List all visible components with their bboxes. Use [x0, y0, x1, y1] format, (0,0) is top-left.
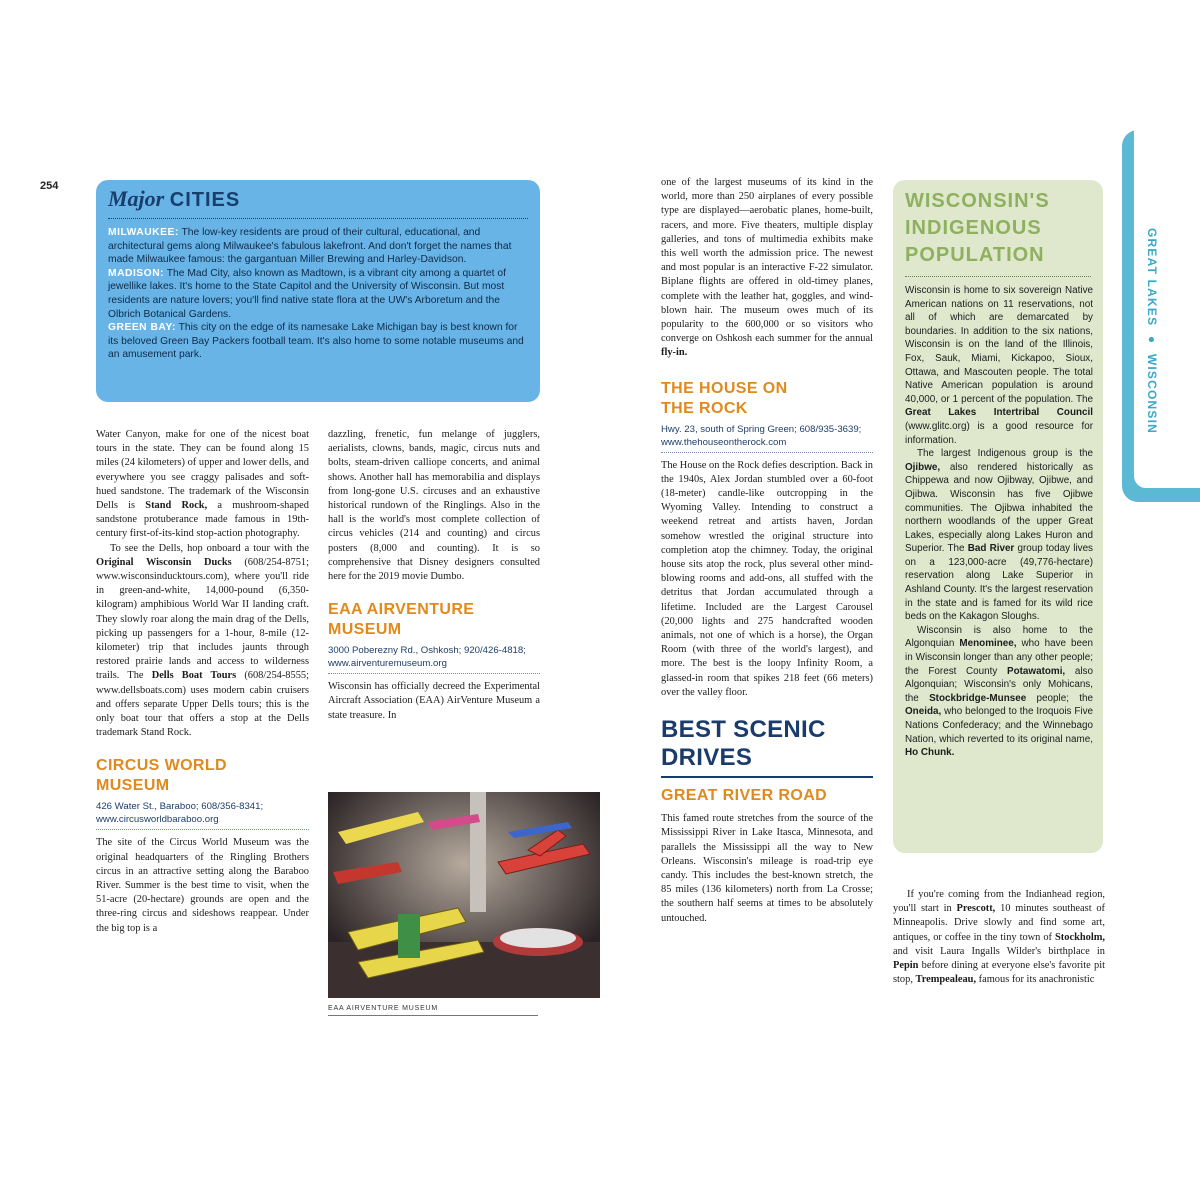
city-name: MADISON:: [108, 267, 165, 279]
text-span: who have been in Wisconsin longer than any other people; the Forest County: [905, 638, 1093, 677]
bold-term: Stockholm,: [1055, 931, 1105, 943]
indigenous-population-sidebar: [893, 180, 1103, 853]
column-1: [96, 428, 309, 936]
city-text: The Mad City, also known as Madtown, is a vibrant city among a quartet of jewellike lakes. It's home to the State Capitol and the University of Wisconsin. But most residents are nature lovers; you'll find native state flora at the UW's Arboretum and the Olbrich Botanical Gardens.: [108, 267, 506, 320]
column-4-bottom: [893, 888, 1105, 987]
circus-world-text: [96, 836, 309, 935]
bold-term: Pepin: [893, 960, 919, 972]
bold-term: Prescott,: [956, 903, 996, 915]
thumb-separator: ●: [1145, 335, 1159, 345]
paragraph: [905, 624, 1093, 760]
house-on-rock-text: [661, 459, 873, 700]
text-span: Water Canyon, make for one of the nicest boat tours in the state. They can be found along 15 miles (24 kilometers) of upper and lower dells, and everywhere you see craggy palisades and soft-hued sandstone. The trademark of the Wisconsin Dells is: [96, 429, 309, 512]
paragraph: Wisconsin has officially decreed the Experimental Aircraft Association (EAA) AirVenture Museum a state treasure. In: [328, 681, 540, 721]
photo-caption: EAA AIRVENTURE MUSEUM: [328, 1005, 538, 1016]
major-cities-sidebar: [96, 180, 540, 402]
house-on-rock-address: Hwy. 23, south of Spring Green; 608/935-3639; www.thehouseontherock.com: [661, 423, 873, 453]
paragraph: [905, 447, 1093, 624]
text-span: Wisconsin is also home to the Algonquian: [905, 624, 1093, 650]
thumb-state: WISCONSIN: [1145, 353, 1159, 435]
chapter-thumb-label: [1141, 228, 1159, 435]
best-scenic-drives-heading: BEST SCENIC DRIVES: [661, 716, 873, 778]
text-span: who belonged to the Iroquois Five Nations Confederacy; and the Winnebago Nation, which reverted to its original name,: [905, 706, 1093, 745]
bold-term: Bad River: [967, 543, 1015, 555]
eaa-text: [328, 680, 540, 723]
city-entry: [108, 321, 528, 362]
eaa-museum-photo: [328, 792, 600, 998]
text-span: and visit Laura Ingalls Wilder's birthplace in: [893, 945, 1105, 957]
text-span: famous for its anachronistic: [978, 974, 1095, 986]
chapter-thumb-tab: [1122, 130, 1200, 502]
bold-term: Ho Chunk.: [905, 747, 955, 759]
paragraph: The House on the Rock defies description. Back in the 1940s, Alex Jordan stumbled over a 60-foot (18-meter) candle-like outcropping in the Wyoming Valley. Intending to construct a weekend retreat and artists haven, Jordan somehow wrestled the original structure into completion atop the chimney. Today, the original house sits atop the rock, plus several other mind-blowing rooms and add-ons, all stuffed with the detritus that Jordan accumulated through a lifetime. Included are the Largest Carousel (20,000 lights and 275 handcrafted wooden animals, not one of which is a horse), the Organ Room (with three of the world's largest), and more. The best is the loopy Infinity Room, a glassed-in room that spikes 218 feet (66 meters) over the valley floor.: [661, 459, 873, 698]
eaa-heading: EAA AIRVENTURE MUSEUM: [328, 601, 475, 639]
text-span: before dining at everyone else's favorite pit stop,: [893, 960, 1105, 986]
bold-term: Great Lakes Intertribal Council: [905, 407, 1093, 419]
city-name: GREEN BAY:: [108, 322, 176, 334]
major-cities-rule: [108, 218, 528, 219]
bold-term: Trempealeau,: [915, 974, 977, 986]
bold-term: Oneida,: [905, 706, 942, 718]
major-cities-body: [108, 226, 528, 362]
bold-term: Menominee,: [959, 638, 1017, 650]
paragraph: [96, 542, 309, 741]
city-name: MILWAUKEE:: [108, 227, 179, 238]
text-span: also Algonquian; Wisconsin's only Mohicans, the: [905, 665, 1093, 704]
circus-world-address: 426 Water St., Baraboo; 608/356-8341; www.circusworldbaraboo.org: [96, 800, 309, 830]
museum-photo-illustration: [328, 792, 600, 998]
great-river-road-heading: GREAT RIVER ROAD: [661, 787, 828, 805]
great-river-road-text: [661, 812, 873, 926]
bold-term: Stockbridge-Munsee: [929, 692, 1027, 704]
bold-term: Ojibwe,: [905, 461, 941, 473]
house-on-rock-heading: THE HOUSE ON THE ROCK: [661, 379, 788, 417]
text-span: (608/254-8751; www.wisconsinducktours.com), where you'll ride in green-and-white, 14,000-pound (6,350-kilogram) amphibious World War II landing craft. They slowly roar along the main drag of the Dells, picking up passengers for a 1-hour, 8-mile (12-kilometer) trip that includes jaunts through restored prairie lands and access to wilderness trails. The: [96, 556, 309, 682]
paragraph: This famed route stretches from the source of the Mississippi River in Lake Itasca, Minnesota, and parallels the Mississippi all the way to New Orleans. Wisconsin's mileage is road-trip eye candy. This includes the best-known stretch, the 85 miles (136 kilometers) north from La Crosse; the southern half seems at times to be absolutely untouched.: [661, 813, 873, 924]
text-span: people; the: [1036, 692, 1094, 704]
indigenous-rule: [905, 276, 1091, 277]
column-3-text: [661, 176, 873, 361]
circus-world-heading: CIRCUS WORLD MUSEUM: [96, 757, 228, 795]
major-cities-title-script: Major: [108, 186, 165, 211]
text-span: 10 minutes southeast of Minneapolis. Drive slowly and find some art, antiques, or coffee in the tiny town of: [893, 903, 1105, 943]
major-cities-title: [108, 186, 240, 212]
text-span: (www.glitc.org) is a good resource for information.: [905, 420, 1093, 446]
column-2: [328, 428, 540, 723]
city-text: The low-key residents are proud of their cultural, educational, and architectural gems along Milwaukee's fabulous lakefront. And don't forget the names that made Milwaukee famous: the gargantuan Miller Brewing and Harley-Davidson.: [108, 227, 512, 266]
paragraph: [661, 176, 873, 361]
city-entry: [108, 267, 528, 321]
paragraph: [96, 428, 309, 542]
bold-term: Original Wisconsin Ducks: [96, 556, 232, 568]
bold-term: Potawatomi,: [1007, 665, 1066, 677]
indigenous-body: [905, 284, 1093, 760]
text-span: To see the Dells, hop onboard a tour with the: [110, 542, 309, 554]
city-entry: [108, 226, 528, 267]
paragraph: dazzling, frenetic, fun melange of jugglers, aerialists, clowns, bands, magic, circus nuts and bolts, steam-driven calliope concerts, and animal shows. Another hall has memorabilia and displays from long-gone U.S. circuses and an exhaustive historical rundown of the Ringlings. Also in the hall is the world's most complete collection of circus vehicles (214 and counting) and circus posters (8,000 and counting). It is so comprehensive that Disney designers consulted here for the 2019 movie Dumbo.: [328, 429, 540, 583]
indigenous-title: WISCONSIN'S INDIGENOUS POPULATION: [905, 190, 1050, 266]
bold-term: Dells Boat Tours: [151, 670, 237, 682]
text-span: group today lives on a 123,000-acre (49,776-hectare) reservation along Lake Superior in Ashland County. It's the largest reservation in the state and is famed for its wild rice beds on the Kakagon Sloughs.: [905, 543, 1093, 623]
column-1-text: [96, 428, 309, 740]
text-span: Wisconsin is home to six sovereign Native American nations on 11 reservations, not all of which are demarcated by boundaries. In addition to the six nations, Wisconsin is on the land of the Illinois, Fox, Sauk, Miami, Kickapoo, Sioux, Ottawa, and Mascouten people. The total Native American population is around 40,000, or 1 percent of the population. The: [905, 285, 1093, 405]
column-4-text: [893, 888, 1105, 987]
paragraph: [893, 888, 1105, 987]
text-span: If you're coming from the Indianhead region, you'll start in: [893, 889, 1105, 915]
thumb-region: GREAT LAKES: [1145, 228, 1159, 327]
text-span: The largest Indigenous group is the: [917, 448, 1093, 460]
text-span: also rendered historically as Chippewa and now Ojibway, Ojibwe, and Ojibwa. Wisconsin has five Ojibwe communities. The Ojibwa inhabited the northern woodlands of the upper Great Lakes, especially along Lakes Huron and Superior. The: [905, 461, 1094, 555]
paragraph: [905, 284, 1093, 447]
paragraph: The site of the Circus World Museum was the original headquarters of the Ringling Brothers circus in an attractive setting along the Baraboo River. Summer is the best time to visit, when the 51-acre (20-hectare) grounds are open and the three-ring circus and sideshows reappear. Under the big top is a: [96, 837, 309, 934]
page-number-left: 254: [40, 180, 59, 192]
city-text: This city on the edge of its namesake Lake Michigan bay is best known for its beloved Green Bay Packers football team. It's also home to some notable museums and an amusement park.: [108, 322, 524, 361]
column-3: [661, 176, 873, 926]
text-span: one of the largest museums of its kind in the world, more than 250 airplanes of every possible type are displayed—aerobatic planes, home-built, racers, and more. Five theaters, multiple display galleries, and tons of multimedia exhibits make this well worth the admission price. The newest and most popular is an interactive F-22 simulator. Biplane flights are offered in old-timey planes, complete with the leather hat, goggles, and wind-blown hair. The museum owes much of its popularity to the 600,000 or so visitors who converge on Oshkosh each summer for the annual: [661, 177, 873, 345]
eaa-address: 3000 Poberezny Rd., Oshkosh; 920/426-4818; www.airventuremuseum.org: [328, 644, 540, 674]
column-2-text: [328, 428, 540, 584]
text-span: (608/254-8555; www.dellsboats.com) uses modern cabin cruisers and offers separate Upper Dells tours; this is the only boat tour that offers a stop at the Dells trademark Stand Rock.: [96, 670, 309, 739]
bold-term: fly-in.: [661, 347, 688, 359]
major-cities-title-caps: CITIES: [169, 189, 241, 211]
text-span: a mushroom-shaped sandstone protuberance made famous in 19th-century first-of-its-kind stop-action photography.: [96, 500, 309, 540]
bold-term: Stand Rock,: [145, 500, 208, 512]
